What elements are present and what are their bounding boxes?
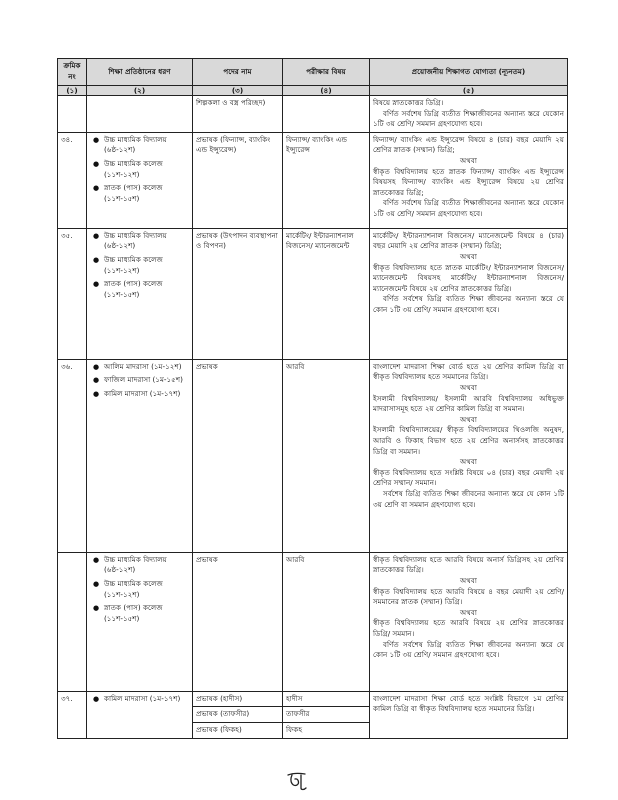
- header-institution: শিক্ষা প্রতিষ্ঠানের ধরণ: [87, 59, 193, 86]
- header-serial: ক্রমিক নং: [58, 59, 87, 86]
- column-number: (৪): [283, 86, 370, 96]
- qualification-line: বর্ণিত সর্বশেষ ডিগ্রি ব্যতীত শিক্ষাজীবনের অন্যান্য স্তরে যেকোন ১টি ৩য় শ্রেণি/ সমমান গ্রহণযোগ্য হবে।: [373, 108, 564, 129]
- subject-cell: আরবি: [283, 552, 370, 691]
- qualification-line: মার্কেটিং/ ইন্টারন্যাশনাল বিজনেস/ ম্যানেজমেন্ট বিষয়ে ৪ (চার) বছর মেয়াদি ২য় শ্রেণির স্নাতক (সম্মান) ডিগ্রি;: [373, 230, 564, 251]
- qualification-line: বাংলাদেশ মাদরাসা শিক্ষা বোর্ড হতে ২য় শ্রেণির কামিল ডিগ্রি বা স্বীকৃত বিশ্ববিদ্যালয় হতে সমমানের ডিগ্রি।: [373, 361, 564, 382]
- page-number-glyph-icon: [285, 770, 309, 792]
- post-cell: প্রভাষক (তাফসীর): [193, 707, 283, 723]
- qualification-line: বর্ণিত সর্বশেষ ডিগ্রি ব্যতীত শিক্ষাজীবনের অন্যান্য স্তরে যেকোন ১টি ৩য় শ্রেণি/ সমমান গ্রহণযোগ্য হবে।: [373, 198, 564, 218]
- or-separator: অথবা: [460, 414, 477, 424]
- post-cell: প্রভাষক (হাদীস): [193, 691, 283, 707]
- table-row: [58, 132, 568, 228]
- or-separator: অথবা: [460, 457, 477, 467]
- column-number-row: [58, 86, 568, 96]
- institution-cell: [87, 132, 193, 228]
- serial-cell: ৩৫.: [58, 228, 87, 359]
- qualification-cell: [370, 228, 568, 359]
- qualification-line: বর্ণিত সর্বশেষ ডিগ্রি ব্যতিত শিক্ষা জীবনের অন্যান্য স্তরে যে কোন ১টি ৩য় শ্রেণি/ সমমান গ্রহণযোগ্য হবে।: [373, 639, 564, 660]
- subject-cell: মার্কেটিং/ ইন্টারন্যাশনাল বিজনেস/ ম্যানেজমেন্ট: [283, 228, 370, 359]
- column-number: (৫): [370, 86, 568, 96]
- institution-item: ● উচ্চ মাধ্যমিক বিদ্যালয় (৬ষ্ঠ-১২শ): [104, 231, 189, 252]
- qualification-line: ফিন্যান্স/ ব্যাংকিং এন্ড ইন্স্যুরেন্স বিষয়ে ৪ (চার) বছর মেয়াদি ২য় শ্রেণির স্নাতক (সম্মান) ডিগ্রি;: [373, 134, 564, 155]
- institution-cell: [87, 359, 193, 552]
- post-subject-cell: [283, 96, 370, 133]
- serial-cell: [58, 96, 87, 133]
- post-cell: প্রভাষক (ফিকহ): [193, 722, 283, 738]
- post-cell: প্রভাষক: [193, 359, 283, 552]
- institution-item: ● স্নাতক (পাস) কলেজ (১১শ-১৫শ): [104, 183, 189, 204]
- institution-item: ● স্নাতক (পাস) কলেজ (১১শ-১৫শ): [104, 603, 189, 624]
- table-row: [58, 691, 568, 707]
- institution-item: ● কামিল মাদরাসা (১ম-১৭শ): [104, 389, 189, 400]
- institution-item: ● কামিল মাদরাসা (১ম-১৭শ): [104, 694, 189, 705]
- serial-cell: ৩৭.: [58, 691, 87, 738]
- qualification-cell: [370, 691, 568, 738]
- table-row: [58, 228, 568, 359]
- institution-item: ● উচ্চ মাধ্যমিক কলেজ (১১শ-১২শ): [104, 159, 189, 180]
- qualification-line: বাংলাদেশ মাদরাসা শিক্ষা বোর্ড হতে সংশ্লিষ্ট বিভাগে ১ম শ্রেণির কামিল ডিগ্রি বা স্বীকৃত বিশ্ববিদ্যালয় হতে সমমানের ডিগ্রি।: [373, 693, 564, 714]
- qualification-line: স্বীকৃত বিশ্ববিদ্যালয় হতে স্নাতক মার্কেটিং/ ইন্টারন্যাশনাল বিজনেস/ ম্যানেজমেন্ট বিষয়সহ মার্কেটিং/ ইন্টারন্যাশনাল বিজনেস/ ম্যানেজমেন্ট বিষয়ে ২য় শ্রেণির স্নাতকোত্তর ডিগ্রি।: [373, 262, 564, 293]
- table-row: [58, 552, 568, 691]
- qualification-line: বর্ণিত সর্বশেষ ডিগ্রি ব্যতিত শিক্ষা জীবনের অন্যান্য স্তরে যে কোন ১টি ৩য় শ্রেণি/ সমমান গ্রহণযোগ্য হবে।: [373, 294, 564, 314]
- qualification-line: স্বীকৃত বিশ্ববিদ্যালয় হতে আরবি বিষয়ে ২য় শ্রেণির স্নাতকোত্তর ডিগ্রি/ সমমান।: [373, 618, 564, 638]
- subject-cell: তাফসীর: [283, 707, 370, 723]
- institution-item: ● ফাজিল মাদরাসা (১ম-১৫শ): [104, 375, 189, 386]
- subject-cell: আরবি: [283, 359, 370, 552]
- institution-cell: [87, 96, 193, 133]
- qualification-cell: [370, 359, 568, 552]
- or-separator: অথবা: [460, 607, 477, 617]
- header-post: পদের নাম: [193, 59, 283, 86]
- institution-cell: [87, 691, 193, 738]
- recruitment-table: [57, 58, 568, 739]
- subject-cell: ফিকহ: [283, 722, 370, 738]
- table-row: [58, 359, 568, 552]
- or-separator: অথবা: [460, 575, 477, 585]
- qualification-cell: [370, 96, 568, 133]
- subject-cell: হাদীস: [283, 691, 370, 707]
- post-cell: প্রভাষক (ফিন্যান্স, ব্যাংকিং এন্ড ইন্স্যুরেন্স): [193, 132, 283, 228]
- post-cell: প্রভাষক (উৎপাদন ব্যবস্থাপনা ও বিপণন): [193, 228, 283, 359]
- table-row: [58, 96, 568, 133]
- or-separator: অথবা: [460, 382, 477, 392]
- qualification-line: ইসলামী বিশ্ববিদ্যালয়/ ইসলামী আরবি বিশ্ববিদ্যালয় অধিভুক্ত মাদরাসাসমূহ হতে ২য় শ্রেণির কামিল ডিগ্রি বা সমমান।: [373, 393, 564, 414]
- qualification-line: বিষয়ে স্নাতকোত্তর ডিগ্রি।: [373, 98, 444, 107]
- subject-cell: ফিন্যান্স/ ব্যাংকিং এন্ড ইন্স্যুরেন্স: [283, 132, 370, 228]
- institution-item: ● স্নাতক (পাস) কলেজ (১১শ-১৫শ): [104, 279, 189, 300]
- institution-item: ● উচ্চ মাধ্যমিক কলেজ (১১শ-১২শ): [104, 255, 189, 276]
- or-separator: অথবা: [460, 155, 477, 165]
- qualification-cell: [370, 552, 568, 691]
- serial-cell: ৩৪.: [58, 132, 87, 228]
- column-number: (৩): [193, 86, 283, 96]
- qualification-line: স্বীকৃত বিশ্ববিদ্যালয় হতে স্নাতক ফিন্যান্স/ ব্যাংকিং এন্ড ইন্স্যুরেন্স বিষয়সহ ফিন্যান্স/ ব্যাংকিং এন্ড ইন্স্যুরেন্স বিষয়ে ২য় শ্রেণির স্নাতকোত্তর ডিগ্রি;: [373, 166, 564, 197]
- qualification-line: সর্বশেষ ডিগ্রি ব্যতিত শিক্ষা জীবনের অন্যান্য স্তরে যে কোন ১টি ৩য় শ্রেণি বা সমমান গ্রহণযোগ্য হবে।: [373, 488, 564, 509]
- header-row: [58, 59, 568, 86]
- institution-item: ● উচ্চ মাধ্যমিক কলেজ (১১শ-১২শ): [104, 579, 189, 600]
- institution-cell: [87, 552, 193, 691]
- qualification-line: ইসলামী বিশ্ববিদ্যালয়ের/ স্বীকৃত বিশ্ববিদ্যালয়ের থিওলজি অনুষদ, আরবি ও ফিকাহ বিভাগ হতে ২য় শ্রেণির অনার্সসহ স্নাতকোত্তর ডিগ্রি বা সমমান।: [373, 425, 564, 456]
- or-separator: অথবা: [460, 251, 477, 261]
- institution-cell: [87, 228, 193, 359]
- institution-item: ● উচ্চ মাধ্যমিক বিদ্যালয় (৬ষ্ঠ-১২শ): [104, 555, 189, 576]
- qualification-line: স্বীকৃত বিশ্ববিদ্যালয় হতে আরবি বিষয়ে অনার্স ডিগ্রিসহ ২য় শ্রেণির স্নাতকোত্তর ডিগ্রি।: [373, 554, 564, 575]
- serial-cell: ৩৬.: [58, 359, 87, 552]
- institution-item: ● আলিম মাদরাসা (১ম-১২শ): [104, 362, 189, 373]
- column-number: (১): [58, 86, 87, 96]
- subject-cell-continued: শিল্পকলা ও বস্ত্র পরিচ্ছদ): [193, 96, 283, 133]
- header-qualification: প্রয়োজনীয় শিক্ষাগত যোগ্যতা (ন্যূনতম): [370, 59, 568, 86]
- qualification-line: স্বীকৃত বিশ্ববিদ্যালয় হতে সংশ্লিষ্ট বিষয়ে ০৪ (চার) বছর মেয়াদী ২য় শ্রেণির সম্মান/ সমমান।: [373, 467, 564, 488]
- column-number: (২): [87, 86, 193, 96]
- serial-cell: [58, 552, 87, 691]
- header-subject: পরীক্ষার বিষয়: [283, 59, 370, 86]
- post-cell: প্রভাষক: [193, 552, 283, 691]
- page-number-mark: [285, 770, 309, 796]
- institution-item: ● উচ্চ মাধ্যমিক বিদ্যালয় (৬ষ্ঠ-১২শ): [104, 135, 189, 156]
- qualification-cell: [370, 132, 568, 228]
- qualification-line: স্বীকৃত বিশ্ববিদ্যালয় হতে আরবি বিষয়ে ৪ বছর মেয়াদী ২য় শ্রেণি/ সমমানের স্নাতক (সম্মান) ডিগ্রি।: [373, 586, 564, 607]
